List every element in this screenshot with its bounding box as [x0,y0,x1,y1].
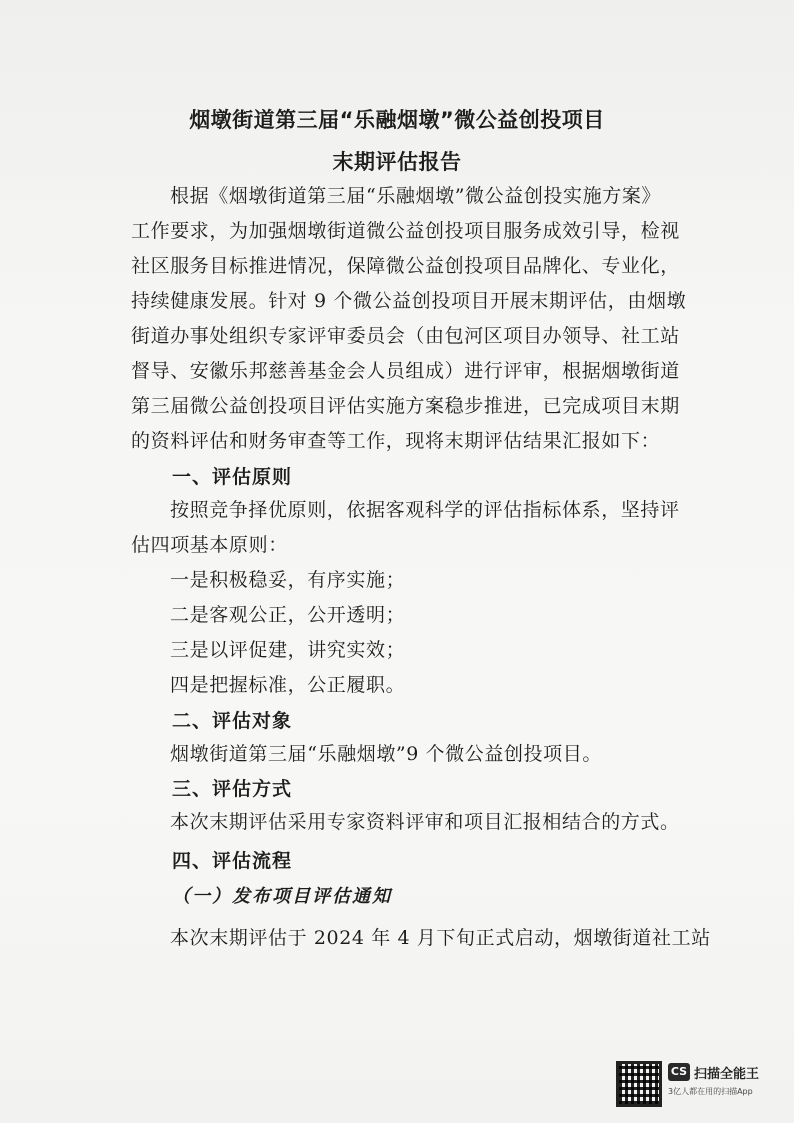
principle-item: 三是以评促建，讲究实效； [170,639,406,661]
intro-line: 工作要求，为加强烟墩街道微公益创投项目服务成效引导，检视 [131,220,680,242]
document-subtitle: 末期评估报告 [332,150,462,174]
watermark-tagline: 3亿人都在用的扫描App [668,1087,753,1096]
principle-item: 一是积极稳妥，有序实施； [170,569,406,591]
qr-code-icon [616,1061,662,1107]
intro-line: 第三届微公益创投项目评估实施方案稳步推进，已完成项目末期 [131,395,680,417]
section-heading: 四、评估流程 [172,850,293,872]
section-paragraph: 烟墩街道第三届“乐融烟墩”9 个微公益创投项目。 [170,743,602,765]
intro-line: 的资料评估和财务审查等工作，现将末期评估结果汇报如下： [131,430,661,452]
intro-line: 街道办事处组织专家评审委员会（由包河区项目办领导、社工站 [131,325,680,347]
scanner-watermark [616,1059,776,1109]
document-title: 烟墩街道第三届“乐融烟墩”微公益创投项目 [189,108,605,132]
section-heading: 二、评估对象 [172,710,293,732]
section-heading: 三、评估方式 [172,778,293,800]
section-paragraph: 本次末期评估采用专家资料评审和项目汇报相结合的方式。 [170,811,680,833]
principle-item: 四是把握标准，公正履职。 [170,674,406,696]
section-paragraph: 本次末期评估于 2024 年 4 月下旬正式启动，烟墩街道社工站 [170,927,711,949]
principle-item: 二是客观公正，公开透明； [170,604,406,626]
intro-line: 持续健康发展。针对 9 个微公益创投项目开展末期评估，由烟墩 [131,290,687,312]
camscanner-logo-icon: CS [668,1063,690,1081]
subsection-heading: （一）发布项目评估通知 [172,886,392,907]
intro-line: 社区服务目标推进情况，保障微公益创投项目品牌化、专业化， [131,255,680,277]
section-paragraph: 按照竞争择优原则，依据客观科学的评估指标体系，坚持评 [170,499,680,521]
section-paragraph: 估四项基本原则： [131,534,288,556]
section-heading: 一、评估原则 [172,466,293,488]
intro-line: 督导、安徽乐邦慈善基金会人员组成）进行评审，根据烟墩街道 [131,360,680,382]
intro-line: 根据《烟墩街道第三届“乐融烟墩”微公益创投实施方案》 [170,185,662,207]
watermark-app-name: 扫描全能王 [694,1067,760,1082]
